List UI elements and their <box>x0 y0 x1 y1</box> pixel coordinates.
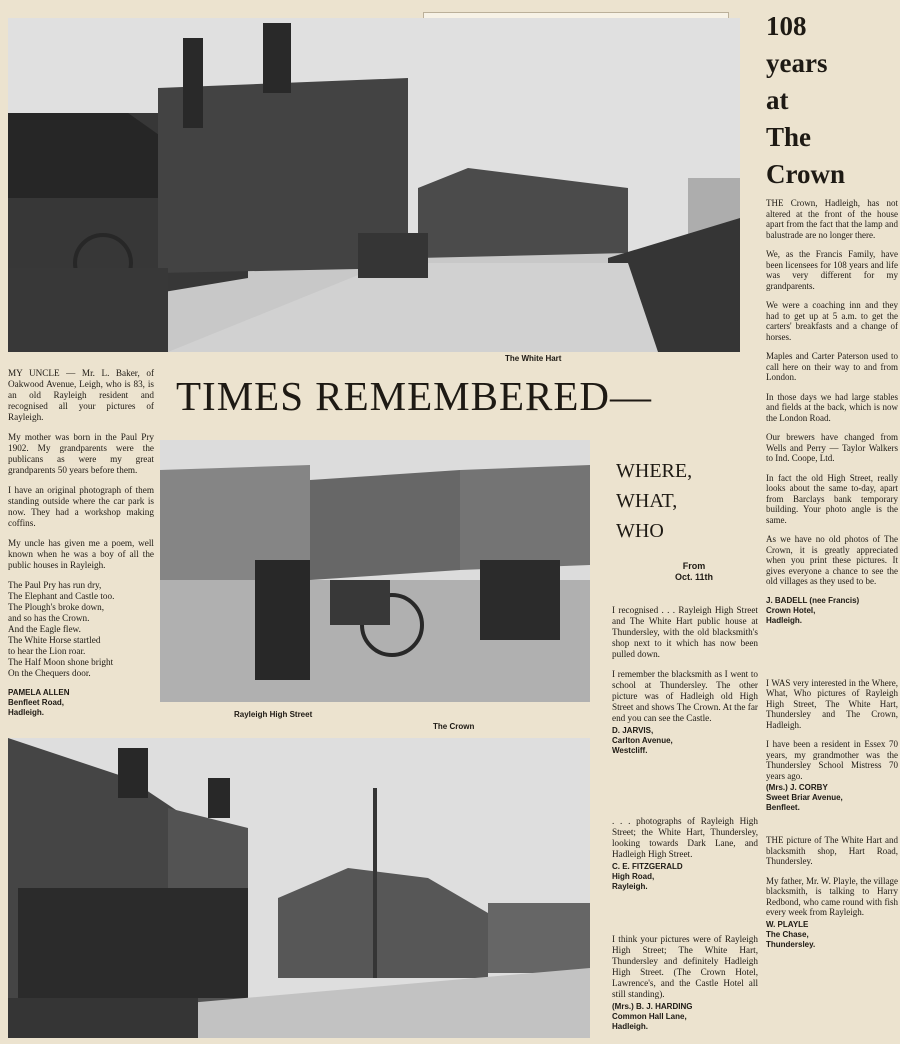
letter-paragraph: I WAS very interested in the Where, What, Who pictures of Rayleigh High Street, The White Hart, Thundersley and The Crown, Hadleigh. <box>766 677 898 730</box>
signature-town: Rayleigh. <box>612 882 648 891</box>
signature-address: The Chase, <box>766 929 809 939</box>
signature-name: J. BADELL (nee Francis) <box>766 595 860 605</box>
letter-paragraph: My mother was born in the Paul Pry 1902. My grandparents were the publicans as were my great grandparents 50 years before them. <box>8 432 154 475</box>
letter-paragraph: As we have no old photos of The Crown, it is greatly appreciated when you print these pictures. It gives everyone a chance to see the old villages as they used to be. <box>766 534 898 586</box>
letter-paragraph: . . . photographs of Rayleigh High Street; the White Hart, Thundersley, looking towards Dark Lane, and Hadleigh High Street. <box>612 816 758 859</box>
headline-word: The <box>766 122 812 152</box>
signature-town: Hadleigh. <box>612 1022 649 1031</box>
crown-headline <box>766 8 896 193</box>
headline-word: Crown <box>766 159 846 189</box>
letter-paragraph: In fact the old High Street, really looks about the same to-day, apart from Barclays bank temporary building. Your photo angle is the same. <box>766 472 898 525</box>
signature-address: Benfleet Road, <box>8 698 65 707</box>
main-headline: TIMES REMEMBERED— <box>176 373 652 419</box>
headline-word: 108 <box>766 11 807 41</box>
signature-name: W. PLAYLE <box>766 919 809 929</box>
left-letters-column <box>8 368 154 718</box>
letter-paragraph: Our brewers have changed from Wells and Perry — Taylor Walkers to Ind. Coope, Ltd. <box>766 432 898 463</box>
letter-paragraph: We were a coaching inn and they had to get up at 5 a.m. to get the carters' breakfasts and a change of horses. <box>766 300 898 342</box>
letter-paragraph: THE Crown, Hadleigh, has not altered at the front of the house apart from the fact that the lamp and balustrade are no longer there. <box>766 198 898 240</box>
signature-town: Hadleigh. <box>766 615 803 625</box>
letter-paragraph: In those days we had large stables and fields at the back, which is now the London Road. <box>766 391 898 423</box>
feature-line: WHO <box>616 520 664 542</box>
signature-address: Sweet Briar Avenue, <box>766 793 843 802</box>
white-hart-photo <box>8 18 740 352</box>
signature-name: D. JARVIS, <box>612 726 654 735</box>
headline-word: years <box>766 48 828 78</box>
right-letters-column <box>766 198 898 950</box>
letter-paragraph: I recognised . . . Rayleigh High Street and The White Hart public house at Thundersley, with the old blacksmith's shop next to it which has now been pulled down. <box>612 605 758 659</box>
middle-letters-column <box>612 605 758 1032</box>
letter-paragraph: I have an original photograph of them standing outside where the car park is now. They had a workshop making coffins. <box>8 485 154 528</box>
signature-name: (Mrs.) J. CORBY <box>766 783 828 792</box>
rayleigh-high-street-photo <box>160 440 590 702</box>
crown-caption: The Crown <box>433 722 475 731</box>
pub-poem: The Paul Pry has run dry, The Elephant and Castle too. The Plough's broke down, and so has the Crown. And the Eagle flew. The White Horse startled to hear the Lion roar. The Half Moon shone bright On the Chequers door. <box>8 580 115 678</box>
signature-name: (Mrs.) B. J. HARDING <box>612 1002 693 1011</box>
signature-address: Carlton Avenue, <box>612 736 673 745</box>
signature-town: Hadleigh. <box>8 708 45 717</box>
letter-paragraph: I think your pictures were of Rayleigh High Street; The White Hart, Thundersley and definitely Hadleigh High Street. (The Crown Hotel, Lawrence's, and the Castle Hotel all still standing). <box>612 934 758 999</box>
crown-hadleigh-photo <box>8 738 590 1038</box>
signature-town: Thundersley. <box>766 939 816 949</box>
signature-address: Common Hall Lane, <box>612 1012 687 1021</box>
letter-paragraph: MY UNCLE — Mr. L. Baker, of Oakwood Avenue, Leigh, who is 83, is an old Rayleigh resident and recognised all your pictures of Rayleigh. <box>8 368 154 422</box>
letter-paragraph: My uncle has given me a poem, well known when he was a boy of all the public houses in Rayleigh. <box>8 538 154 570</box>
feature-line: WHAT, <box>616 490 678 512</box>
signature-address: High Road, <box>612 872 655 881</box>
feature-line: WHERE, <box>616 460 693 482</box>
from-date: From Oct. 11th <box>674 561 713 582</box>
signature-town: Westcliff. <box>612 746 648 755</box>
letter-paragraph: My father, Mr. W. Playle, the village blacksmith, is talking to Harry Redbond, who came round with fish every week from Rayleigh. <box>766 875 898 917</box>
headline-word: at <box>766 85 789 115</box>
signature-name: PAMELA ALLEN <box>8 688 70 697</box>
signature-address: Crown Hotel, <box>766 605 816 615</box>
letter-paragraph: I remember the blacksmith as I went to school at Thundersley. The other picture was of Hadleigh old High Street and shows The Crown. At the far end you can see the Castle. <box>612 669 758 723</box>
letter-paragraph: We, as the Francis Family, have been licensees for 108 years and life was very different for my grandparents. <box>766 249 898 291</box>
white-hart-caption: The White Hart <box>505 354 562 363</box>
letter-paragraph: I have been a resident in Essex 70 years, my grandmother was the Thundersley School Mistress 70 years ago. <box>766 739 898 781</box>
letter-paragraph: THE picture of The White Hart and blacksmith shop, Hart Road, Thundersley. <box>766 835 898 866</box>
letter-paragraph: Maples and Carter Paterson used to call here on their way to and from London. <box>766 351 898 382</box>
signature-town: Benfleet. <box>766 803 800 812</box>
rayleigh-caption: Rayleigh High Street <box>234 710 313 719</box>
where-what-who-title <box>616 456 692 546</box>
signature-name: C. E. FITZGERALD <box>612 862 683 871</box>
